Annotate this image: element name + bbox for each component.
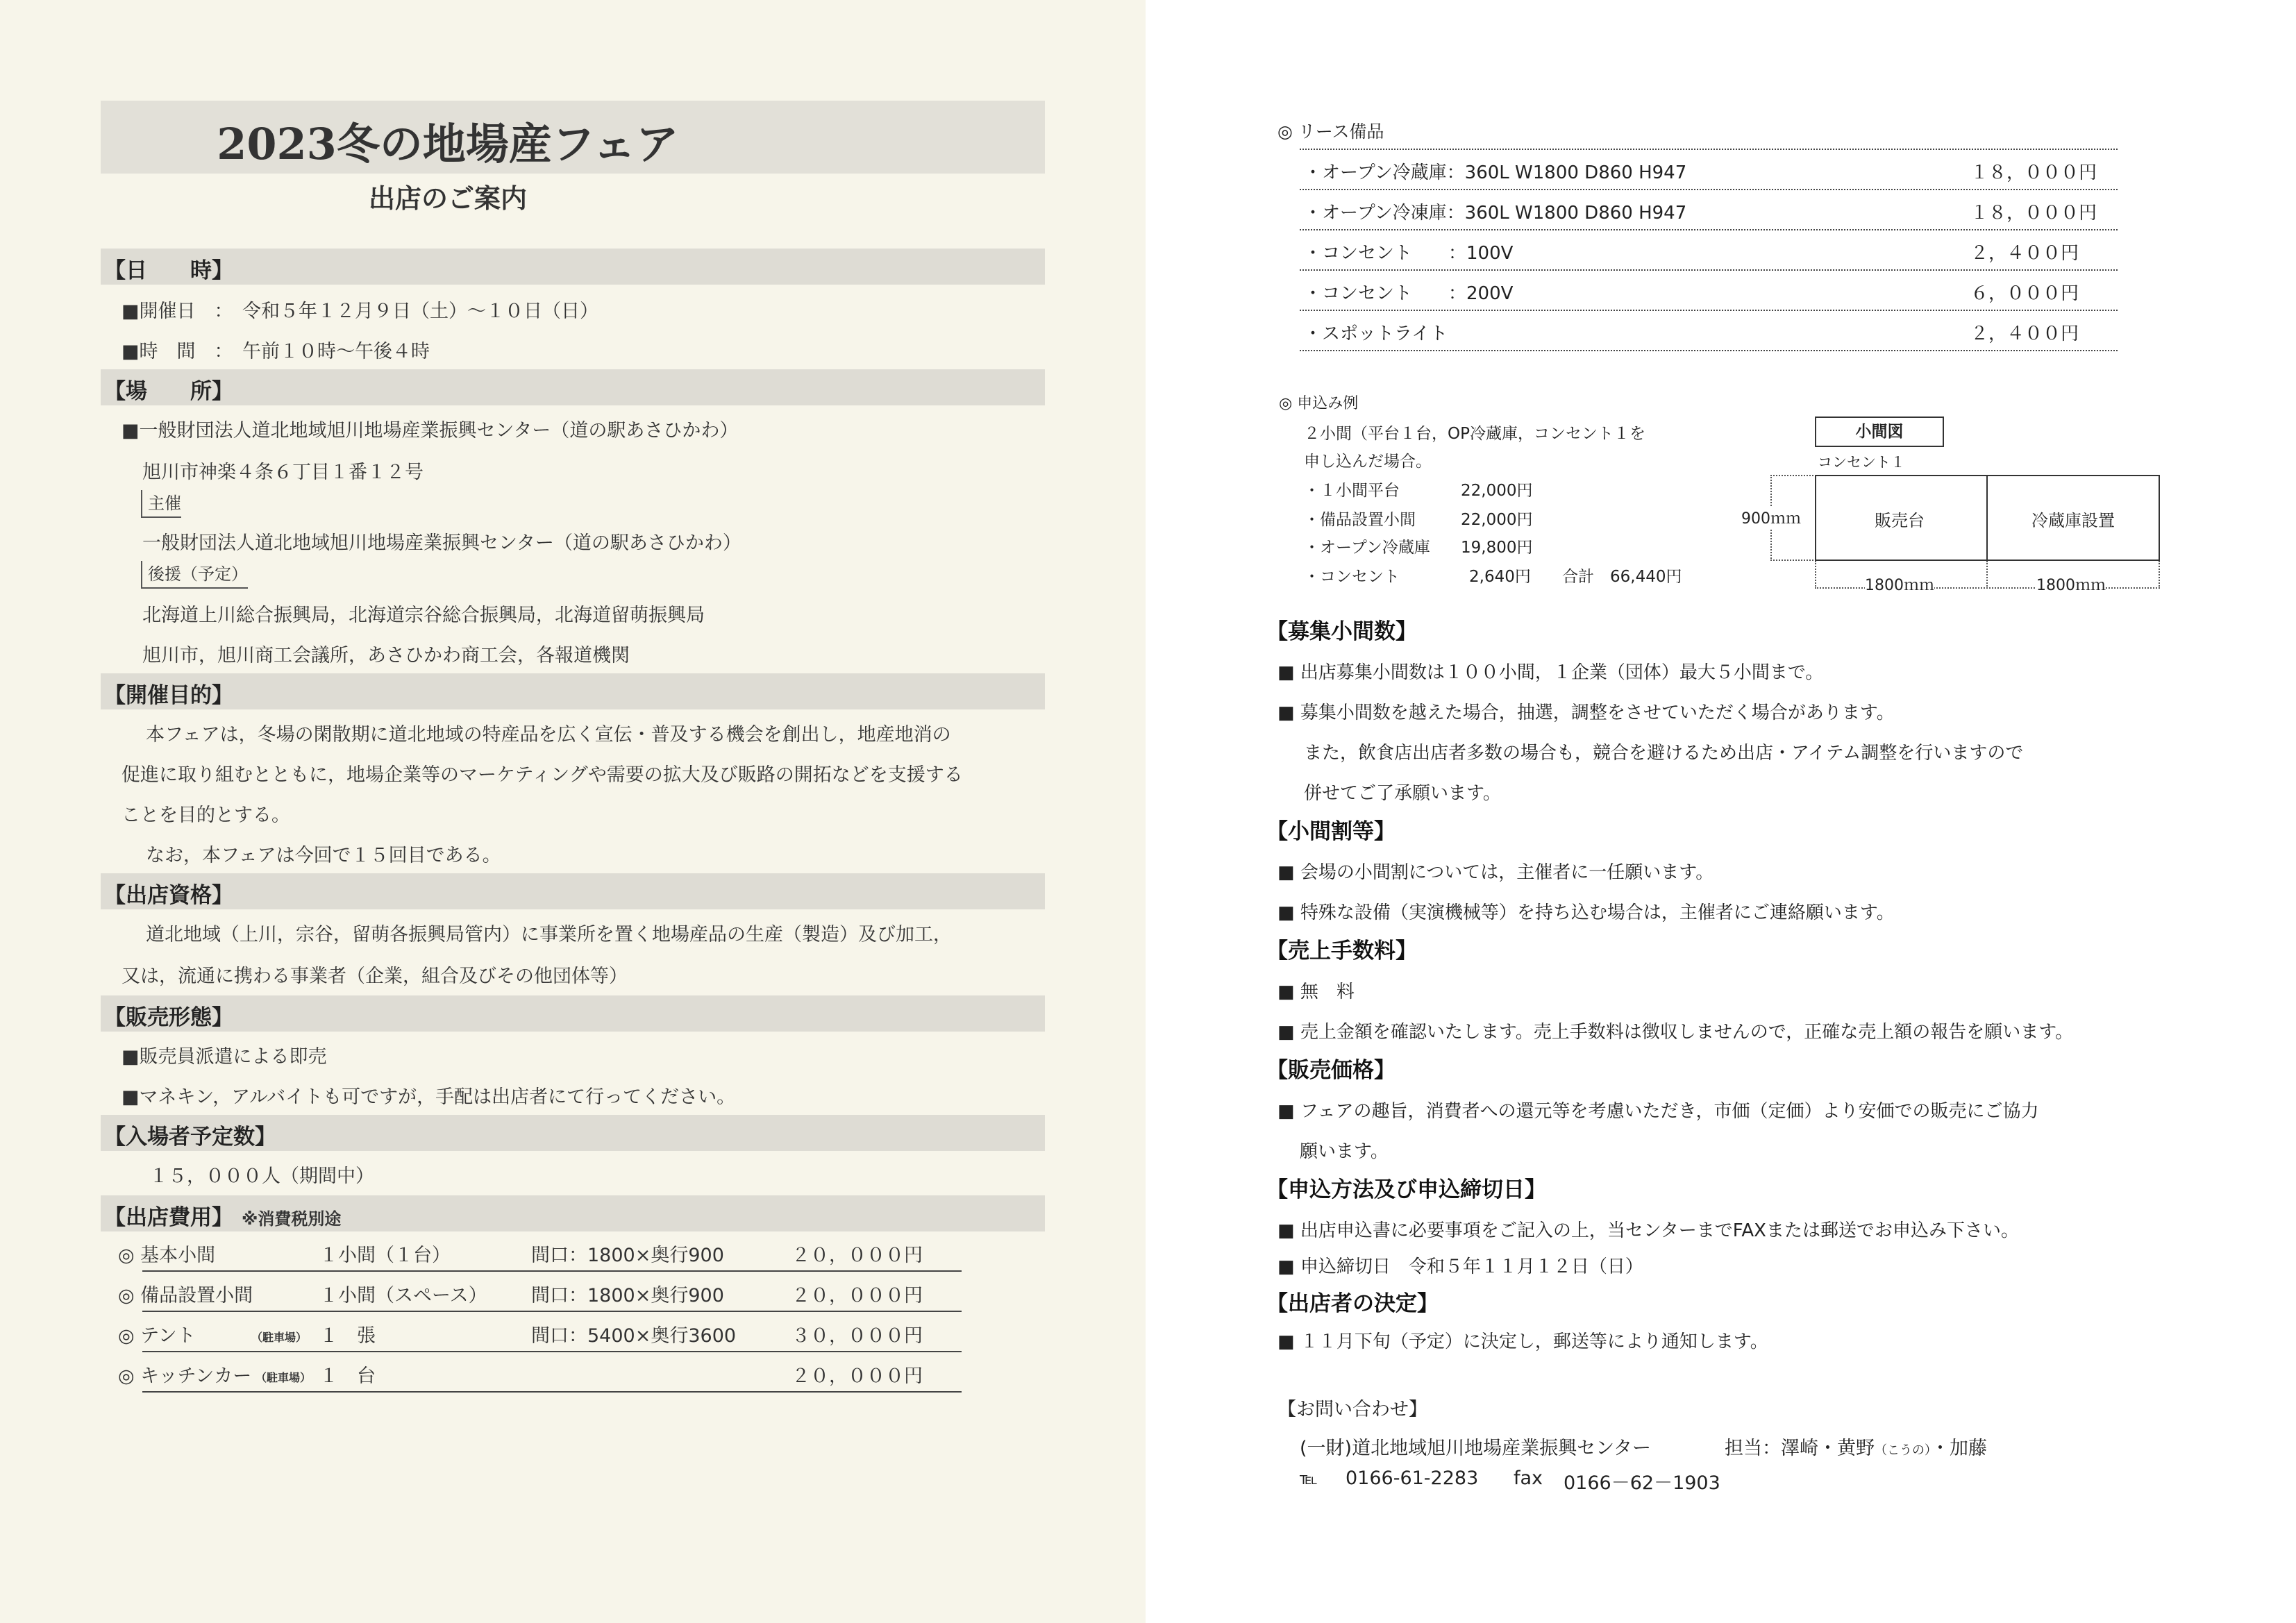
purpose-line-2: 促進に取り組むとともに，地場企業等のマーケティングや需要の拡大及び販路の開拓などを支援する — [121, 764, 963, 786]
fee-unit: １小間（スペース） — [319, 1285, 487, 1306]
fee-row-divider — [142, 1311, 962, 1312]
example-item-price: 22,000円 — [1461, 511, 1533, 529]
section-band-datetime — [101, 249, 1045, 285]
section-heading-visitors: 【入場者予定数】 — [104, 1125, 276, 1150]
fees-tax-note: ※消費税別途 — [242, 1209, 342, 1229]
section-band-place — [101, 369, 1045, 405]
fee-tag: （駐車場） — [255, 1371, 312, 1384]
contact-heading: 【お問い合わせ】 — [1277, 1399, 1427, 1420]
diagram-depth-label: 900ｍｍ — [1741, 507, 1801, 528]
commission-line-1: ■ 無 料 — [1277, 982, 1355, 1002]
allocation-line-1: ■ 会場の小間割については，主催者に一任願います。 — [1277, 862, 1714, 883]
fee-size: 間口：5400×奥行3600 — [531, 1325, 737, 1347]
support-label: 後援（予定） — [141, 561, 248, 589]
diagram-title: 小間図 — [1815, 417, 1944, 447]
fee-price: ２０，０００円 — [791, 1285, 923, 1306]
fee-unit: １ 台 — [319, 1365, 376, 1387]
lease-item-name: ・オープン冷蔵庫：360L W1800 D860 H947 — [1304, 162, 1687, 183]
recruit-line-1: ■ 出店募集小間数は１００小間，１企業（団体）最大５小間まで。 — [1277, 662, 1824, 683]
pricing-line-2: 願います。 — [1300, 1141, 1389, 1162]
decision-line-1: ■ １１月下旬（予定）に決定し，郵送等により通知します。 — [1277, 1331, 1768, 1352]
visitors-value: １５，０００人（期間中） — [149, 1166, 374, 1187]
fee-row-divider — [142, 1270, 962, 1272]
contact-fax: 0166－62－1903 — [1564, 1472, 1720, 1494]
fee-unit: １小間（１台） — [319, 1245, 451, 1266]
contact-fax-label: fax — [1514, 1468, 1543, 1489]
lease-item-name: ・コンセント ：100V — [1304, 243, 1514, 264]
contact-person-names: 担当：澤崎・黄野 — [1725, 1438, 1875, 1459]
venue-name: ■一般財団法人道北地域旭川地場産業振興センター（道の駅あさひかわ） — [121, 420, 739, 442]
lease-item-name: ・コンセント ：200V — [1304, 283, 1514, 304]
fee-unit: １ 張 — [319, 1325, 376, 1347]
example-item-name: ・１小間平台 — [1304, 482, 1400, 500]
purpose-line-3: ことを目的とする。 — [121, 805, 290, 826]
example-item-name: ・備品設置小間 — [1304, 511, 1416, 529]
contact-tel: 0166-61-2283 — [1346, 1468, 1479, 1489]
section-heading-place: 【場 所】 — [104, 379, 233, 404]
lease-item-price: １８，０００円 — [1970, 162, 2097, 183]
fee-row-divider — [142, 1351, 962, 1352]
diagram-outlet-label: コンセント１ — [1818, 454, 1905, 471]
organizer-name: 一般財団法人道北地域旭川地場産業振興センター（道の駅あさひかわ） — [142, 532, 741, 554]
venue-address: 旭川市神楽４条６丁目１番１２号 — [142, 462, 424, 483]
example-item-name: ・コンセント — [1304, 568, 1400, 586]
section-heading-allocation: 【小間割等】 — [1266, 819, 1396, 844]
fee-price: ２０，０００円 — [791, 1245, 923, 1266]
fee-price: ２０，０００円 — [791, 1365, 923, 1387]
contact-org: (一財)道北地域旭川地場産業振興センター — [1300, 1438, 1651, 1459]
sales-form-line-2: ■マネキン，アルバイトも可ですが，手配は出店者にて行ってください。 — [121, 1086, 736, 1108]
contact-person — [1725, 1433, 1987, 1460]
lease-divider — [1300, 310, 2118, 311]
eligibility-line-2: 又は，流通に携わる事業者（企業，組合及びその他団体等） — [121, 966, 628, 987]
lease-divider — [1300, 350, 2118, 351]
example-line-2: 申し込んだ場合。 — [1304, 453, 1432, 471]
example-heading: ◎ 申込み例 — [1279, 395, 1359, 412]
fee-name: ◎ 基本小間 — [118, 1245, 216, 1266]
fee-tag: （駐車場） — [251, 1331, 308, 1344]
fee-name: ◎ 備品設置小間 — [118, 1285, 253, 1306]
diagram-cell-fridge-label: 冷蔵庫設置 — [2031, 511, 2115, 530]
page-subtitle: 出店のご案内 — [368, 183, 527, 214]
section-heading-commission: 【売上手数料】 — [1266, 939, 1417, 964]
fee-row-divider — [142, 1391, 962, 1393]
recruit-line-2: ■ 募集小間数を越えた場合，抽選，調整をさせていただく場合があります。 — [1277, 703, 1895, 723]
section-heading-recruit: 【募集小間数】 — [1266, 619, 1417, 644]
diagram-width-label: 1800ｍｍ — [1865, 573, 1934, 595]
lease-divider — [1300, 189, 2118, 190]
allocation-line-2: ■ 特殊な設備（実演機械等）を持ち込む場合は，主催者にご連絡願います。 — [1277, 902, 1895, 923]
fee-name: ◎ キッチンカー — [118, 1365, 252, 1387]
fee-size: 間口：1800×奥行900 — [531, 1285, 724, 1306]
recruit-line-3: また，飲食店出店者多数の場合も，競合を避けるため出店・アイテム調整を行いますので — [1304, 743, 2024, 764]
lease-item-price: ２，４００円 — [1970, 323, 2079, 344]
example-item-price: 22,000円 — [1461, 482, 1533, 500]
event-date: ■開催日 ： 令和５年１２月９日（土）〜１０日（日） — [121, 301, 599, 322]
support-line-2: 旭川市，旭川商工会議所，あさひかわ商工会，各報道機関 — [142, 645, 630, 666]
fee-price: ３０，０００円 — [791, 1325, 923, 1347]
contact-tel-label: ℡ — [1300, 1469, 1318, 1488]
contact-person-extra: ・加藤 — [1931, 1438, 1987, 1459]
contact-person-kana: （こうの） — [1875, 1443, 1931, 1458]
section-band-purpose — [101, 673, 1045, 709]
example-item-price: 2,640円 — [1469, 568, 1531, 586]
lease-divider — [1300, 269, 2118, 271]
section-heading-purpose: 【開催目的】 — [104, 683, 233, 708]
example-line-1: ２小間（平台１台，OP冷蔵庫，コンセント１を — [1304, 425, 1645, 443]
section-heading-datetime: 【日 時】 — [104, 258, 233, 283]
apply-line-1: ■ 出店申込書に必要事項をご記入の上，当センターまでFAXまたは郵送でお申込み下さい。 — [1277, 1220, 2019, 1241]
example-item-price: 19,800円 — [1461, 539, 1533, 557]
lease-item-name: ・オープン冷凍庫：360L W1800 D860 H947 — [1304, 203, 1687, 224]
lease-divider — [1300, 229, 2118, 230]
section-band-eligibility — [101, 873, 1045, 909]
support-line-1: 北海道上川総合振興局，北海道宗谷総合振興局，北海道留萌振興局 — [142, 605, 705, 626]
example-total: 合計 66,440円 — [1562, 568, 1682, 586]
example-item-name: ・オープン冷蔵庫 — [1304, 539, 1430, 557]
sales-form-line-1: ■販売員派遣による即売 — [121, 1046, 327, 1068]
apply-line-2: ■ 申込締切日 令和５年１１月１２日（日） — [1277, 1256, 1643, 1277]
diagram-width-label: 1800ｍｍ — [2036, 573, 2106, 595]
section-heading-fees: 【出店費用】 — [104, 1205, 233, 1230]
section-heading-apply: 【申込方法及び申込締切日】 — [1266, 1177, 1546, 1202]
purpose-line-4: なお，本フェアは今回で１５回目である。 — [146, 845, 501, 866]
section-heading-eligibility: 【出店資格】 — [104, 883, 233, 908]
section-heading-decision: 【出店者の決定】 — [1266, 1291, 1439, 1316]
section-heading-pricing: 【販売価格】 — [1266, 1058, 1396, 1083]
lease-heading: ◎ リース備品 — [1277, 121, 1384, 142]
lease-item-name: ・スポットライト — [1304, 323, 1448, 344]
eligibility-line-1: 道北地域（上川，宗谷，留萌各振興局管内）に事業所を置く地場産品の生産（製造）及び加工， — [146, 924, 952, 945]
page-title: 2023冬の地場産フェア — [217, 119, 679, 169]
fee-name: ◎ テント — [118, 1325, 196, 1347]
purpose-line-1: 本フェアは，冬場の閑散期に道北地域の特産品を広く宣伝・普及する機会を創出し，地産地消の — [146, 724, 951, 746]
recruit-line-4: 併せてご了承願います。 — [1304, 783, 1501, 804]
lease-item-price: ２，４００円 — [1970, 243, 2079, 264]
lease-divider — [1300, 149, 2118, 150]
lease-item-price: ６，０００円 — [1970, 283, 2079, 304]
lease-item-price: １８，０００円 — [1970, 203, 2097, 224]
organizer-label: 主催 — [141, 490, 181, 518]
fee-size: 間口：1800×奥行900 — [531, 1245, 724, 1266]
section-band-sales-form — [101, 995, 1045, 1032]
event-time: ■時 間 ： 午前１０時〜午後４時 — [121, 341, 430, 362]
diagram-cell-sales-label: 販売台 — [1875, 511, 1925, 530]
commission-line-2: ■ 売上金額を確認いたします。売上手数料は徴収しませんので，正確な売上額の報告を願います。 — [1277, 1022, 2074, 1043]
pricing-line-1: ■ フェアの趣旨，消費者への還元等を考慮いただき，市価（定価）より安価での販売にご協力 — [1277, 1101, 2039, 1122]
section-heading-sales-form: 【販売形態】 — [104, 1005, 233, 1030]
